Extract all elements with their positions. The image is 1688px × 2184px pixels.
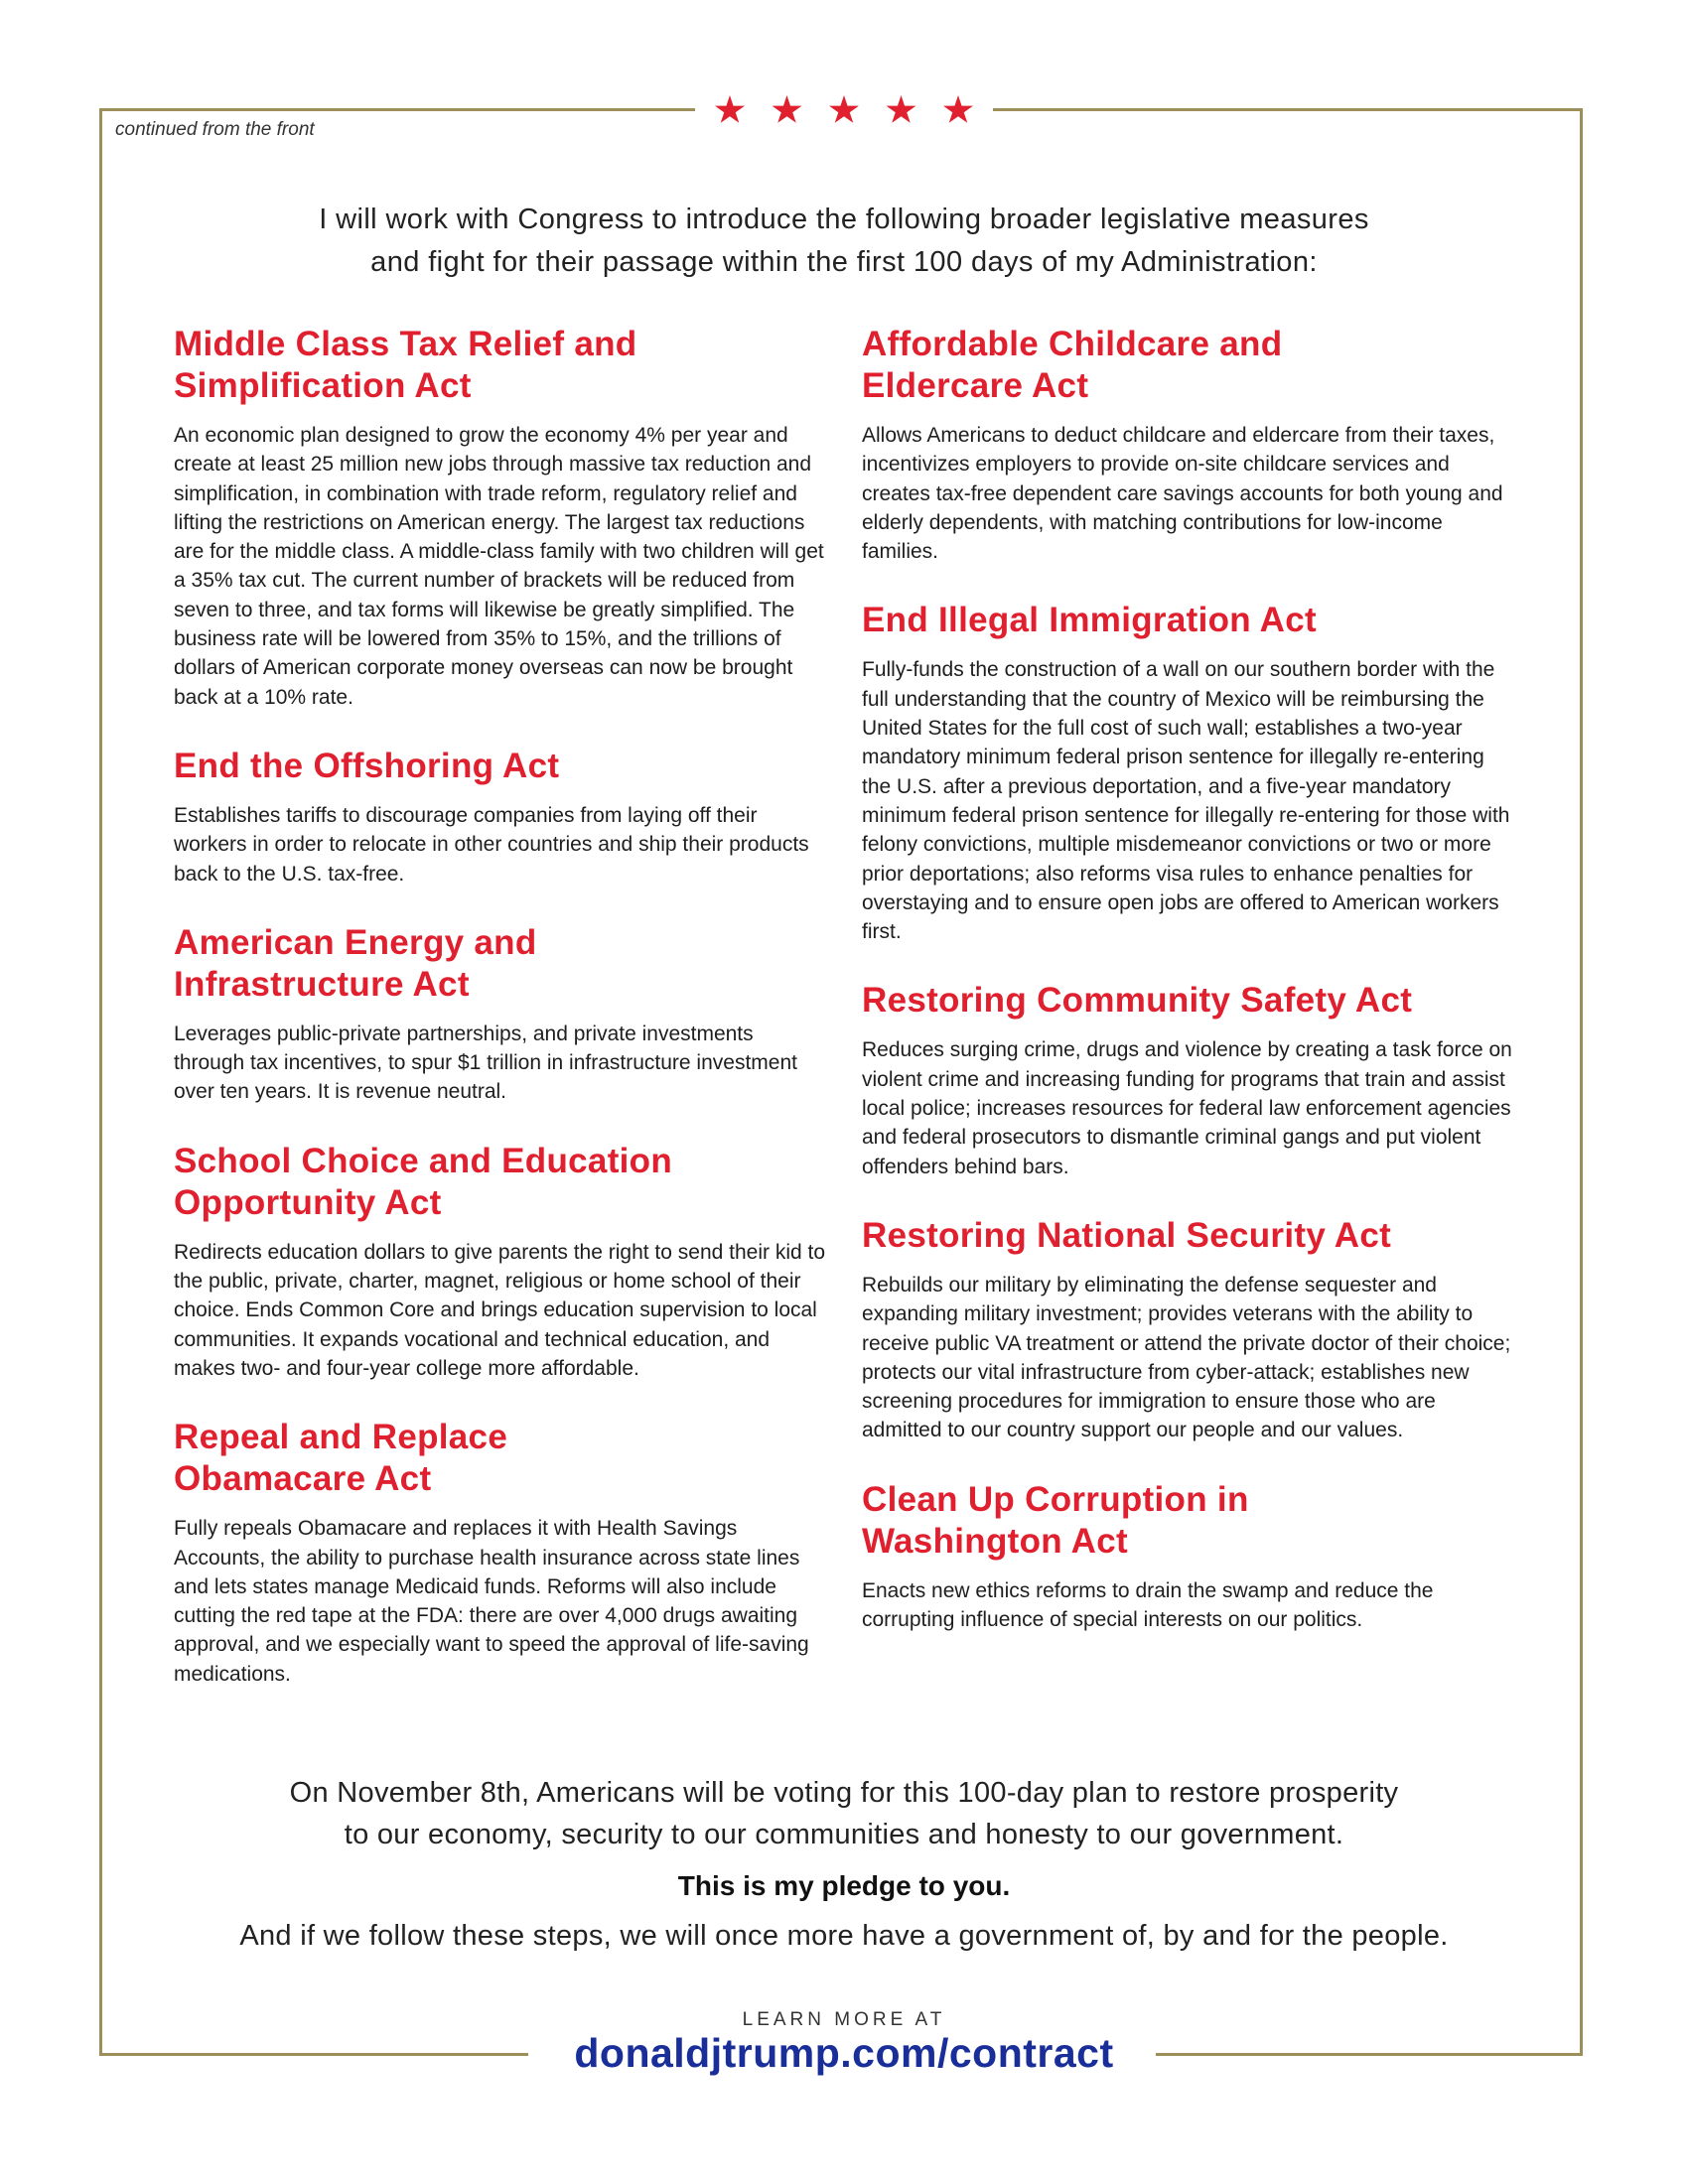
section-title-line-2: Infrastructure Act xyxy=(174,964,470,1004)
section-school-choice xyxy=(174,1141,829,1383)
section-community-safety xyxy=(862,980,1517,1180)
intro-line-1: I will work with Congress to introduce the following broader legislative measures xyxy=(319,204,1369,235)
section-middle-class-tax-relief xyxy=(174,324,829,712)
section-clean-up-corruption xyxy=(862,1479,1517,1635)
section-title xyxy=(862,600,1517,641)
section-body: Fully-funds the construction of a wall on our southern border with the full understanding that the country of Mexico will be reimbursing the United States for the full cost of such wall; establishes a two-year mandatory minimum federal prison sentence for illegally re-entering the U.S. after a previous deportation, and a five-year mandatory minimum federal prison sentence for illegally re-entering for those with felony convictions, multiple misdemeanor convictions or two or more prior deportations; also reforms visa rules to enhance penalties for overstaying and to ensure open jobs are offered to American workers first. xyxy=(862,658,1510,944)
section-title xyxy=(862,324,1517,407)
frame-right-line xyxy=(1580,108,1583,2056)
section-affordable-childcare xyxy=(862,324,1517,566)
section-title-line-1: School Choice and Education xyxy=(174,1141,673,1180)
pledge-text: This is my pledge to you. xyxy=(677,1870,1011,1901)
frame-top-right-line xyxy=(993,108,1583,111)
section-title-line-2: Opportunity Act xyxy=(174,1182,442,1222)
section-title xyxy=(174,1417,829,1500)
contract-url-link[interactable]: donaldjtrump.com/contract xyxy=(574,2030,1114,2076)
section-end-illegal-immigration xyxy=(862,600,1517,946)
section-body: Redirects education dollars to give parents the right to send their kid to the public, private, charter, magnet, religious or home school of their choice. Ends Common Core and brings education supervision to local communities. It expands vocational and technical education, and makes two- and four-year college more affordable. xyxy=(174,1240,826,1380)
section-title xyxy=(862,1479,1517,1563)
final-statement: And if we follow these steps, we will once more have a government of, by and for the people. xyxy=(239,1920,1449,1952)
section-title-line-1: Restoring National Security Act xyxy=(862,1215,1392,1255)
section-title xyxy=(862,1215,1517,1257)
section-body: Enacts new ethics reforms to drain the swamp and reduce the corrupting influence of special interests on our politics. xyxy=(862,1578,1434,1632)
star-icon xyxy=(829,95,859,125)
section-body: An economic plan designed to grow the economy 4% per year and create at least 25 million new jobs through massive tax reduction and simplification, in combination with trade reform, regulatory relief and lifting the restrictions on American energy. The largest tax reductions are for the middle class. A middle-class family with two children will get a 35% tax cut. The current number of brackets will be reduced from seven to three, and tax forms will likewise be greatly simplified. The business rate will be lowered from 35% to 15%, and the trillions of dollars of American corporate money overseas can now be brought back at a 10% rate. xyxy=(174,424,824,709)
learn-more-label: LEARN MORE AT xyxy=(742,2009,946,2030)
stars-row xyxy=(715,87,973,133)
section-title-line-2: Obamacare Act xyxy=(174,1459,432,1499)
section-american-energy xyxy=(174,922,829,1107)
closing-line-1: On November 8th, Americans will be voting for this 100-day plan to restore prosperity xyxy=(289,1777,1399,1809)
frame-bottom-right-line xyxy=(1156,2053,1583,2056)
closing-text xyxy=(129,1772,1559,1855)
star-icon xyxy=(887,95,916,125)
intro-text xyxy=(159,199,1529,284)
section-title-line-1: American Energy and xyxy=(174,922,537,962)
star-icon xyxy=(773,95,802,125)
section-body: Rebuilds our military by eliminating the defense sequester and expanding military investment; provides veterans with the ability to receive public VA treatment or attend the private doctor of their choice; protects our vital infrastructure from cyber-attack; establishes new screening procedures for immigration to ensure those who are admitted to our country support our people and our values. xyxy=(862,1273,1511,1442)
section-repeal-replace-obamacare xyxy=(174,1417,829,1689)
section-title-line-1: Middle Class Tax Relief and xyxy=(174,325,637,363)
section-title-line-1: Affordable Childcare and xyxy=(862,325,1283,363)
star-icon xyxy=(943,95,973,125)
section-body: Leverages public-private partnerships, and private investments through tax incentives, to spur $1 trillion in infrastructure investment over ten years. It is revenue neutral. xyxy=(174,1022,797,1104)
section-national-security xyxy=(862,1215,1517,1445)
section-title-line-2: Washington Act xyxy=(862,1521,1128,1561)
section-title-line-2: Eldercare Act xyxy=(862,366,1089,405)
section-title xyxy=(174,922,829,1006)
section-title xyxy=(174,1141,829,1224)
section-title xyxy=(174,746,829,787)
section-title xyxy=(862,980,1517,1022)
frame-bottom-left-line xyxy=(99,2053,528,2056)
section-title-line-1: End the Offshoring Act xyxy=(174,746,560,785)
section-title-line-1: Restoring Community Safety Act xyxy=(862,981,1413,1021)
section-body: Allows Americans to deduct childcare and eldercare from their taxes, incentivizes employers to provide on-site childcare services and creates tax-free dependent care savings accounts for both young and elderly dependents, with matching contributions for low-income families. xyxy=(862,424,1503,564)
star-icon xyxy=(715,95,745,125)
left-column xyxy=(174,324,829,1722)
closing-line-2: to our economy, security to our communities and honesty to our government. xyxy=(344,1819,1344,1850)
section-body: Establishes tariffs to discourage companies from laying off their workers in order to relocate in other countries and ship their products back to the U.S. tax-free. xyxy=(174,803,809,886)
section-body: Fully repeals Obamacare and replaces it with Health Savings Accounts, the ability to purchase health insurance across state lines and lets states manage Medicaid funds. Reforms will also include cutting the red tape at the FDA: there are over 4,000 drugs awaiting approval, and we especially want to speed the approval of life-saving medications. xyxy=(174,1517,809,1686)
section-title xyxy=(174,324,829,407)
frame-left-line xyxy=(99,108,102,2056)
section-title-line-1: End Illegal Immigration Act xyxy=(862,601,1317,640)
frame-top-left-line xyxy=(99,108,695,111)
section-body: Reduces surging crime, drugs and violence by creating a task force on violent crime and increasing funding for programs that train and assist local police; increases resources for federal law enforcement agencies and federal prosecutors to dismantle criminal gangs and put violent offenders behind bars. xyxy=(862,1038,1512,1178)
section-end-offshoring xyxy=(174,746,829,888)
intro-line-2: and fight for their passage within the first 100 days of my Administration: xyxy=(370,246,1318,278)
right-column xyxy=(862,324,1517,1668)
section-title-line-1: Clean Up Corruption in xyxy=(862,1479,1249,1519)
section-title-line-2: Simplification Act xyxy=(174,366,472,405)
section-title-line-1: Repeal and Replace xyxy=(174,1418,508,1457)
continued-note: continued from the front xyxy=(115,119,315,140)
